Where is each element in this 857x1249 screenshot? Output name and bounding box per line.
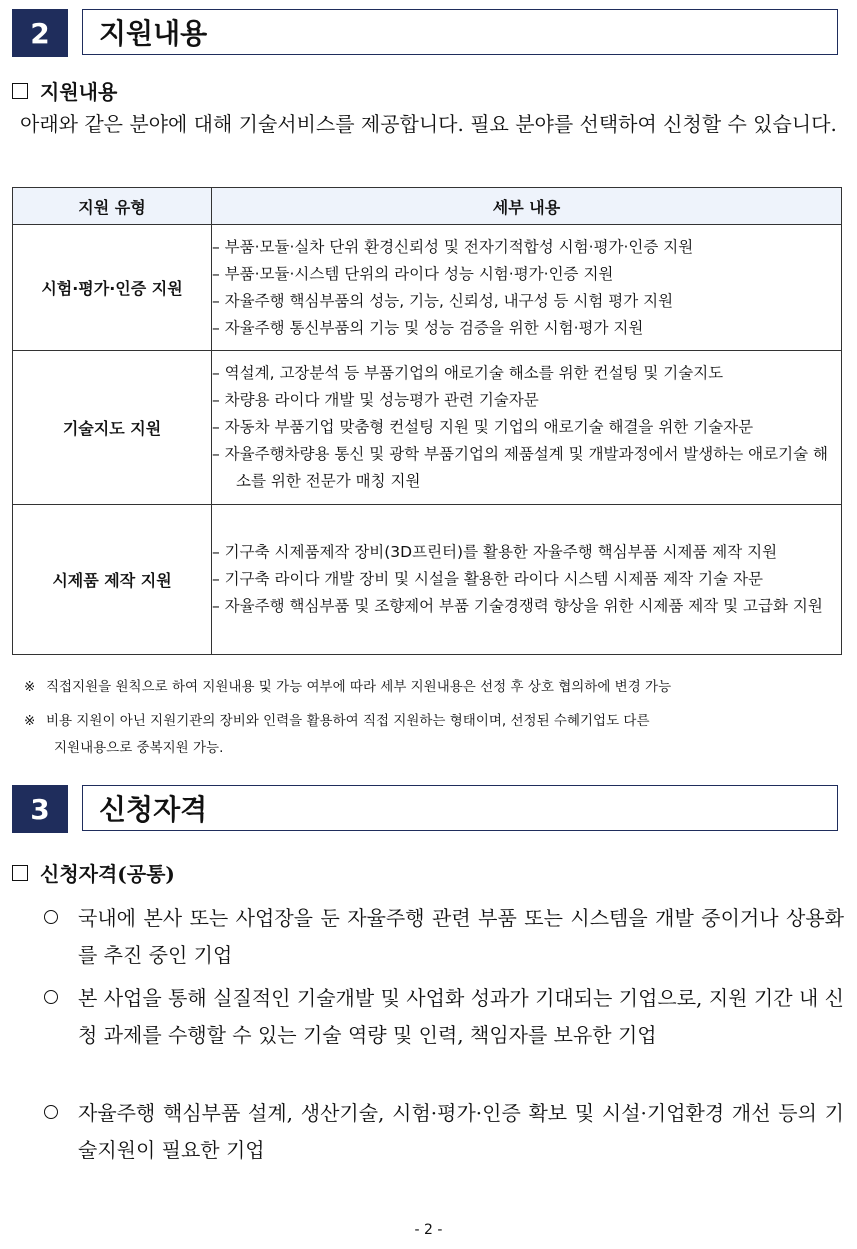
detail-item: – 기구축 라이다 개발 장비 및 시설을 활용한 라이다 시스템 시제품 제작 기술 자문 xyxy=(212,570,763,588)
section-number: 2 xyxy=(12,9,68,57)
section-2-header xyxy=(12,9,838,57)
support-heading: 지원내용 xyxy=(12,76,117,105)
detail-item: – 자율주행 핵심부품의 성능, 기능, 신뢰성, 내구성 등 시험 평가 지원 xyxy=(212,291,674,310)
row-details xyxy=(212,505,842,655)
page-number: - 2 - xyxy=(414,1222,443,1238)
section-title: 지원내용 xyxy=(82,9,838,55)
detail-item: – 역설계, 고장분석 등 부품기업의 애로기술 해소를 위한 컨설팅 및 기술지도 xyxy=(212,364,724,382)
detail-item: – 차량용 라이다 개발 및 성능평가 관련 기술자문 xyxy=(212,391,539,409)
table-header-row xyxy=(13,188,842,225)
detail-item: – 부품·모듈·실차 단위 환경신뢰성 및 전자기적합성 시험·평가·인증 지원 xyxy=(212,237,694,256)
table-row xyxy=(13,351,842,505)
section-number: 3 xyxy=(12,785,68,833)
circle-bullet-icon xyxy=(44,1105,58,1119)
header-detail: 세부 내용 xyxy=(212,188,842,225)
detail-item: – 자동차 부품기업 맞춤형 컨설팅 지원 및 기업의 애로기술 해결을 위한 기술자문 xyxy=(212,418,754,436)
note-2: ※ 비용 지원이 아닌 지원기관의 장비와 인력을 활용하여 직접 지원하는 형태이며, 선정된 수혜기업도 다른 지원내용으로 중복지원 가능. xyxy=(24,708,844,762)
row-details xyxy=(212,351,842,505)
intro-paragraph: 아래와 같은 분야에 대해 기술서비스를 제공합니다. 필요 분야를 선택하여 신청할 수 있습니다. xyxy=(20,112,837,136)
circle-bullet-icon xyxy=(44,990,58,1004)
note-1: ※ 직접지원을 원칙으로 하여 지원내용 및 가능 여부에 따라 세부 지원내용은 선정 후 상호 협의하에 변경 가능 xyxy=(24,674,844,701)
circle-bullet-icon xyxy=(44,910,58,924)
header-type: 지원 유형 xyxy=(13,188,212,225)
eligibility-heading: 신청자격(공통) xyxy=(12,858,175,887)
row-type: 시험·평가·인증 지원 xyxy=(13,225,212,351)
square-bullet-icon xyxy=(12,83,28,99)
detail-item: – 자율주행 통신부품의 기능 및 성능 검증을 위한 시험·평가 지원 xyxy=(212,318,644,337)
detail-item: – 자율주행 핵심부품 및 조향제어 부품 기술경쟁력 향상을 위한 시제품 제작 및 고급화 지원 xyxy=(212,597,823,615)
eligibility-item: 본 사업을 통해 실질적인 기술개발 및 사업화 성과가 기대되는 기업으로, 지원 기간 내 신청 과제를 수행할 수 있는 기술 역량 및 인력, 책임자를 보유한 기업 xyxy=(44,980,844,1054)
reference-mark-icon: ※ xyxy=(24,713,36,729)
section-title: 신청자격 xyxy=(82,785,838,831)
table-row xyxy=(13,225,842,351)
row-type: 시제품 제작 지원 xyxy=(13,505,212,655)
detail-item: – 부품·모듈·시스템 단위의 라이다 성능 시험·평가·인증 지원 xyxy=(212,264,614,283)
eligibility-item: 국내에 본사 또는 사업장을 둔 자율주행 관련 부품 또는 시스템을 개발 중이거나 상용화를 추진 중인 기업 xyxy=(44,900,844,974)
detail-item: – 자율주행차량용 통신 및 광학 부품기업의 제품설계 및 개발과정에서 발생하는 애로기술 해소를 위한 전문가 매칭 지원 xyxy=(212,445,828,490)
row-details xyxy=(212,225,842,351)
row-type: 기술지도 지원 xyxy=(13,351,212,505)
square-bullet-icon xyxy=(12,865,28,881)
eligibility-item: 자율주행 핵심부품 설계, 생산기술, 시험·평가·인증 확보 및 시설·기업환경 개선 등의 기술지원이 필요한 기업 xyxy=(44,1095,844,1169)
section-3-header xyxy=(12,785,838,833)
reference-mark-icon: ※ xyxy=(24,679,36,695)
support-table xyxy=(12,187,842,655)
detail-item: – 기구축 시제품제작 장비(3D프린터)를 활용한 자율주행 핵심부품 시제품 제작 지원 xyxy=(212,543,778,561)
table-row xyxy=(13,505,842,655)
